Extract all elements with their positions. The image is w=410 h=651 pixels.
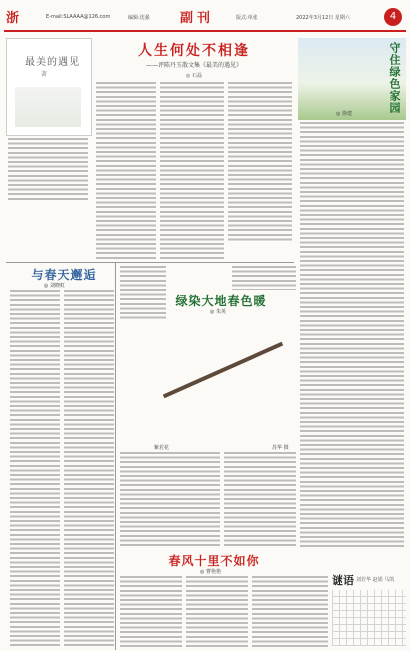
page-header bbox=[4, 4, 406, 32]
lead-article-title: 人生何处不相逢 bbox=[138, 43, 250, 59]
green-earth-title: 绿染大地春色暖 bbox=[175, 294, 267, 308]
spring-article-body-col1 bbox=[10, 290, 60, 646]
puzzle-title: 谜语 bbox=[332, 574, 354, 587]
layout-editor-text: 版式:单张 bbox=[236, 15, 258, 21]
lead-article-body-col2 bbox=[160, 82, 224, 260]
green-earth-body-col1 bbox=[120, 266, 166, 320]
email-text: E-mail:SLAAAA@126.com bbox=[46, 14, 111, 20]
editor-text: 编辑:沈强 bbox=[128, 15, 150, 21]
column-divider bbox=[115, 262, 116, 650]
book-cover-subtitle: 著 bbox=[41, 71, 48, 78]
page-number-badge: 4 bbox=[384, 8, 402, 26]
green-earth-body-col4 bbox=[224, 452, 296, 548]
spring-article-title: 与春天邂逅 bbox=[31, 268, 97, 282]
spring-breeze-body-col3 bbox=[252, 576, 328, 648]
spring-breeze-body-col2 bbox=[186, 576, 248, 648]
green-earth-byline: ◎ 朱英 bbox=[210, 309, 226, 315]
book-blurb-text bbox=[8, 138, 88, 202]
row-divider bbox=[6, 262, 294, 263]
spring-breeze-body-col1 bbox=[120, 576, 182, 648]
spring-article-body-col2 bbox=[64, 290, 114, 646]
photo-caption-left: 紫若花 bbox=[154, 445, 170, 451]
green-earth-body-col2 bbox=[232, 266, 296, 290]
lead-article-body-col1 bbox=[96, 82, 156, 260]
lead-article-byline: ◎ 石磊 bbox=[186, 73, 202, 79]
photo-caption-right: 苏华 摄 bbox=[272, 445, 289, 451]
spring-breeze-byline: ◎ 曹艳艳 bbox=[200, 569, 221, 575]
puzzle-authors: 刘若华 赵娟 马凯 bbox=[356, 577, 395, 583]
lead-article-subtitle: ——评陈丹玉散文集《最美的遇见》 bbox=[145, 62, 242, 69]
kapok-flower-photo bbox=[118, 322, 326, 446]
green-earth-body-col3 bbox=[120, 452, 220, 548]
newspaper-logo: 浙 bbox=[6, 11, 21, 26]
date-text: 2022年3月12日 星期六 bbox=[296, 15, 350, 21]
book-cover-image bbox=[6, 38, 92, 136]
side-article-title: 守住绿色家园 bbox=[388, 42, 401, 114]
section-title: 副刊 bbox=[180, 11, 215, 26]
spring-breeze-title: 春风十里不如你 bbox=[168, 554, 260, 568]
lead-article-body-col3 bbox=[228, 82, 292, 242]
book-cover-title: 最美的遇见 bbox=[25, 57, 80, 68]
book-cover-illustration bbox=[15, 87, 81, 127]
side-article-byline: ◎ 徐建 bbox=[336, 111, 352, 117]
puzzle-list bbox=[332, 590, 406, 646]
spring-article-byline: ◎ 刘晓虹 bbox=[44, 283, 65, 289]
